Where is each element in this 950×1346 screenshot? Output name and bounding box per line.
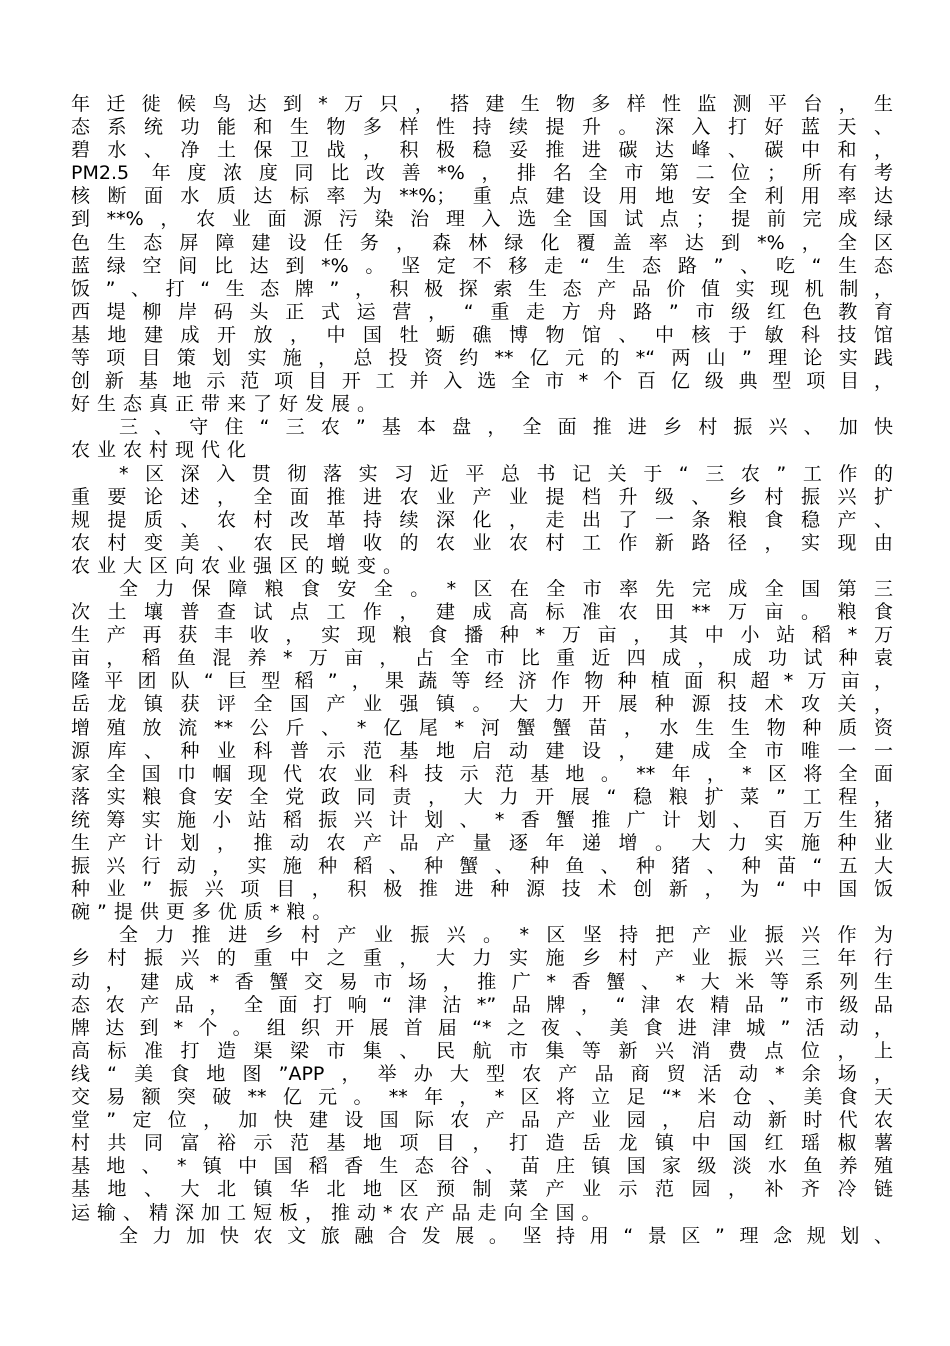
text-line: 全力保障粮食安全。*区在全市率先完成全国第三 <box>119 577 893 600</box>
text-line: 动，建成*香蟹交易市场，推广*香蟹、*大米等系列生 <box>71 970 893 993</box>
text-line: 态系统功能和生物多样性持续提升。深入打好蓝天、 <box>71 116 893 139</box>
text-line: 规提质、农村改革持续深化，走出了一条粮食稳产、 <box>71 508 893 531</box>
text-line: 等项目策划实施，总投资约**亿元的*“两山”理论实践 <box>71 347 893 370</box>
text-line: 岳龙镇获评全国产业强镇。大力开展种源技术攻关， <box>71 693 893 716</box>
text-line: PM2.5 年度浓度同比改善*%，排名全市第二位；所有考 <box>71 162 893 185</box>
text-line: 高标准打造渠梁市集、民航市集等新兴消费点位，上 <box>71 1039 893 1062</box>
section-heading: 农业农村现代化 <box>71 439 254 462</box>
text-line: 态农产品，全面打响“津沽*”品牌，“津农精品”市级品 <box>71 993 893 1016</box>
text-line: 农村变美、农民增收的农业农村工作新路径，实现由 <box>71 531 893 554</box>
text-line: 交易额突破**亿元。**年，*区将立足“*米仓、美食天 <box>71 1086 893 1109</box>
text-line: 运输、精深加工短板，推动*农产品走向全国。 <box>71 1201 608 1224</box>
text-line: 全力推进乡村产业振兴。*区坚持把产业振兴作为 <box>119 924 893 947</box>
text-line: 线“美食地图”APP，举办大型农产品商贸活动*余场， <box>71 1062 893 1085</box>
text-line: 色生态屏障建设任务，森林绿化覆盖率达到*%，全区 <box>71 231 893 254</box>
text-line: 次土壤普查试点工作，建成高标准农田**万亩。粮食 <box>71 601 893 624</box>
section-heading: 三、守住“三农”基本盘，全面推进乡村振兴、加快 <box>119 416 893 439</box>
text-line: 蓝绿空间比达到*%。坚定不移走“生态路”、吃“生态 <box>71 254 893 277</box>
text-line: *区深入贯彻落实习近平总书记关于“三农”工作的 <box>119 462 893 485</box>
text-line: 种业”振兴项目，积极推进种源技术创新，为“中国饭 <box>71 878 893 901</box>
text-line: 基地建成开放，中国牡蛎礁博物馆、中核于敏科技馆 <box>71 323 893 346</box>
text-line: 牌达到*个。组织开展首届“*之夜、美食进津城”活动， <box>71 1016 893 1039</box>
text-line: 到**%，农业面源污染治理入选全国试点；提前完成绿 <box>71 208 893 231</box>
text-line: 全力加快农文旅融合发展。坚持用“景区”理念规划、 <box>119 1224 893 1247</box>
text-line: 家全国巾帼现代农业科技示范基地。**年，*区将全面 <box>71 762 893 785</box>
text-line: 农业大区向农业强区的蜕变。 <box>71 554 410 577</box>
text-line: 亩，稻鱼混养*万亩，占全市比重近四成，成功试种袁 <box>71 647 893 670</box>
text-line: 隆平团队“巨型稻”，果蔬等经济作物种植面积超*万亩， <box>71 670 893 693</box>
text-line: 统筹实施小站稻振兴计划、*香蟹推广计划、百万生猪 <box>71 808 893 831</box>
text-line: 碧水、净土保卫战，积极稳妥推进碳达峰、碳中和， <box>71 139 893 162</box>
text-line: 好生态真正带来了好发展。 <box>71 393 384 416</box>
text-line: 振兴行动，实施种稻、种蟹、种鱼、种猪、种苗“五大 <box>71 855 893 878</box>
text-line: 生产计划，推动农产品产量逐年递增。大力实施种业 <box>71 832 893 854</box>
text-line: 乡村振兴的重中之重，大力实施乡村产业振兴三年行 <box>71 947 893 970</box>
text-line: 碗”提供更多优质*粮。 <box>71 901 339 924</box>
text-line: 重要论述，全面推进农业产业提档升级、乡村振兴扩 <box>71 485 893 508</box>
text-line: 基地、大北镇华北地区预制菜产业示范园，补齐冷链 <box>71 1178 893 1201</box>
text-line: 增殖放流**公斤、*亿尾*河蟹蟹苗，水生生物种质资 <box>71 716 893 739</box>
text-line: 生产再获丰收，实现粮食播种*万亩，其中小站稻*万 <box>71 624 893 647</box>
text-line: 落实粮食安全党政同责，大力开展“稳粮扩菜”工程， <box>71 785 893 808</box>
text-line: 基地、*镇中国稻香生态谷、苗庄镇国家级淡水鱼养殖 <box>71 1155 893 1178</box>
text-line: 西堤柳岸码头正式运营，“重走方舟路”市级红色教育 <box>71 300 893 323</box>
text-line: 源库、种业科普示范基地启动建设，建成全市唯一一 <box>71 739 893 762</box>
text-line: 饭”、打“生态牌”，积极探索生态产品价值实现机制， <box>71 277 893 300</box>
document-body <box>71 93 893 1248</box>
text-line: 核断面水质达标率为**%；重点建设用地安全利用率达 <box>71 185 893 208</box>
text-line: 堂”定位，加快建设国际农产品产业园，启动新时代农 <box>71 1109 893 1132</box>
text-line: 创新基地示范项目开工并入选全市*个百亿级典型项目， <box>71 370 893 393</box>
text-line: 村共同富裕示范基地项目，打造岳龙镇中国红瑶椒薯 <box>71 1132 893 1155</box>
text-line: 年迁徙候鸟达到*万只，搭建生物多样性监测平台，生 <box>71 93 893 115</box>
